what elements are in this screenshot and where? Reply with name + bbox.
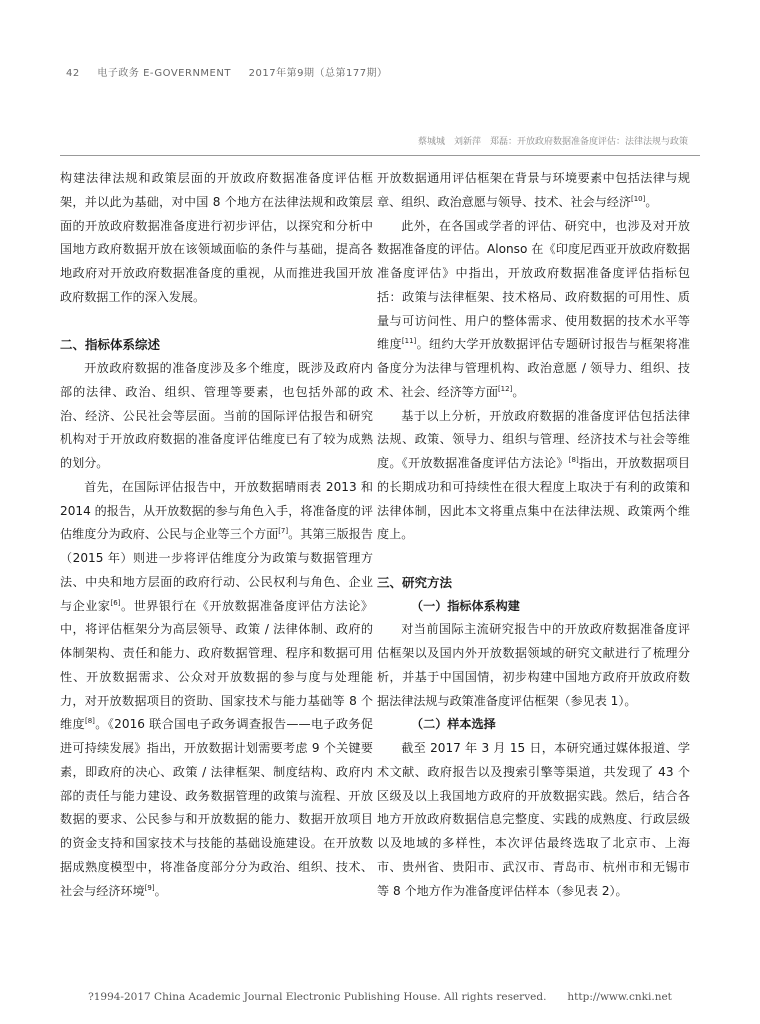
paragraph-dimensions: 开放政府数据的准备度涉及多个维度，既涉及政府内部的法律、政治、组织、管理等要素，也包括外部的政治、经济、公民社会等层面。当前的国际评估报告和研究机构对于开放政府数据的准备度评估维度已有了较为成熟的划分。	[60, 361, 373, 470]
left-column	[60, 167, 373, 903]
citation-ref: [10]	[630, 194, 646, 203]
subsection-heading-sample-selection: （二）样本选择	[411, 717, 496, 732]
issue-info: 2017年第9期（总第177期）	[248, 68, 388, 79]
text-segment: 。《2016 联合国电子政务调查报告——电子政务促进可持续发展》指出，开放数据计划需要考虑 9 个关键要素，即政府的决心、政策 / 法律框架、制度结构、政府内部的责任与能力建设、政务数据管理的政策与流程、开放数据的要求、公民参与和开放数据的能力、数据开放项目的资金支持和国家技术与技能的基础设施建设。在开放数据成熟度模型中，将准备度部分分为政治、组织、技术、社会与经济环境	[60, 717, 373, 898]
citation-ref: [12]	[497, 384, 513, 393]
text-segment: 开放数据通用评估框架在背景与环境要素中包括法律与规章、组织、政治意愿与领导、技术、社会与经济	[377, 171, 690, 209]
copyright-footer: ?1994-2017 China Academic Journal Electronic Publishing House. All rights reserved. http://www.cnki.net	[88, 991, 672, 1003]
running-head: 蔡城城 刘新萍 郑磊：开放政府数据准备度评估：法律法规与政策	[417, 137, 688, 147]
journal-name: 电子政务 E-GOVERNMENT	[97, 68, 231, 79]
page-number: 42	[66, 68, 80, 79]
text-segment: 。	[512, 384, 525, 399]
text-segment: 基于以上分析，开放政府数据的准备度评估包括法律法规、政策、领导力、组织与管理、经济技术与社会等维度。《开放数据准备度评估方法论》	[377, 408, 690, 470]
paragraph-international-reports	[60, 476, 373, 904]
text-segment: 。	[154, 883, 167, 898]
citation-ref: [8]	[84, 717, 95, 726]
citation-ref: [9]	[144, 883, 155, 892]
page-header	[66, 64, 402, 79]
section-heading-3: 三、研究方法	[377, 574, 453, 590]
text-segment: 。其第三版报告（2015 年）则进一步将评估维度分为政策与数据管理方法、中央和地方层面的政府行动、公民权利与角色、企业与企业家	[60, 527, 373, 613]
text-segment: 此外，在各国或学者的评估、研究中，也涉及对开放数据准备度的评估。Alonso 在《印度尼西亚开放政府数据准备度评估》中指出，开放政府数据准备度评估指标包括：政策与法律框架、技术格局、政府数据的可用性、质量与可访问性、用户的整体需求、使用数据的技术水平等维度	[377, 218, 690, 352]
text-segment: 。	[645, 194, 658, 209]
header-divider	[60, 155, 700, 156]
right-column	[377, 167, 690, 903]
intro-paragraph: 构建法律法规和政策层面的开放政府数据准备度评估框架，并以此为基础，对中国 8 个地方在法律法规和政策层面的开放政府数据准备度进行初步评估，以探究和分析中国地方政府数据开放在该领域面临的条件与基础，提高各地政府对开放政府数据准备度的重视，从而推进我国开放政府数据工作的深入发展。	[60, 171, 373, 304]
section-heading-2: 二、指标体系综述	[60, 337, 161, 353]
text-segment: 。世界银行在《开放数据准备度评估方法论》中，将评估框架分为高层领导、政策 / 法律体制、政府的体制架构、责任和能力、政府数据管理、程序和数据可用性、开放数据需求、公众对开放数据的参与度与处理能力，对开放数据项目的资助、国家技术与能力基础等 8 个维度	[60, 598, 373, 732]
citation-ref: [8]	[568, 455, 579, 464]
spacer	[60, 310, 373, 334]
text-segment: 。纽约大学开放数据评估专题研讨报告与框架将准备度分为法律与管理机构、政治意愿 / 领导力、组织、技术、社会、经济等方面	[377, 337, 690, 399]
text-segment: 首先，在国际评估报告中，开放数据晴雨表 2013 和 2014 的报告，从开放数据的参与角色入手，将准备度的评估维度分为政府、公民与企业等三个方面	[60, 479, 373, 542]
subsection-heading-indicator-system: （一）指标体系构建	[411, 598, 520, 613]
paragraph-general-framework	[377, 167, 690, 215]
text-segment: 指出，开放数据项目的长期成功和可持续性在很大程度上取决于有利的政策和法律体制，因此本文将重点集中在法律法规、政策两个维度上。	[377, 456, 690, 542]
paragraph-indicator-construction: 对当前国际主流研究报告中的开放政府数据准备度评估框架以及国内外开放数据领域的研究文献进行了梳理分析，并基于中国国情，初步构建中国地方政府开放政府数据法律法规与政策准备度评估框架（参见表 1）。	[377, 622, 690, 708]
citation-ref: [7]	[278, 527, 289, 536]
citation-ref: [11]	[401, 337, 417, 346]
citation-ref: [6]	[110, 598, 121, 607]
paragraph-analysis-summary	[377, 405, 690, 548]
paragraph-sample-selection: 截至 2017 年 3 月 15 日，本研究通过媒体报道、学术文献、政府报告以及搜索引擎等渠道，共发现了 43 个区级及以上我国地方政府的开放数据实践。然后，结合各地方开放政府数据信息完整度、实践的成熟度、行政层级以及地域的多样性，本次评估最终选取了北京市、上海市、贵州省、贵阳市、武汉市、青岛市、杭州市和无锡市等 8 个地方作为准备度评估样本（参见表 2）。	[377, 741, 690, 898]
paragraph-scholar-studies	[377, 215, 690, 405]
spacer	[377, 547, 690, 571]
